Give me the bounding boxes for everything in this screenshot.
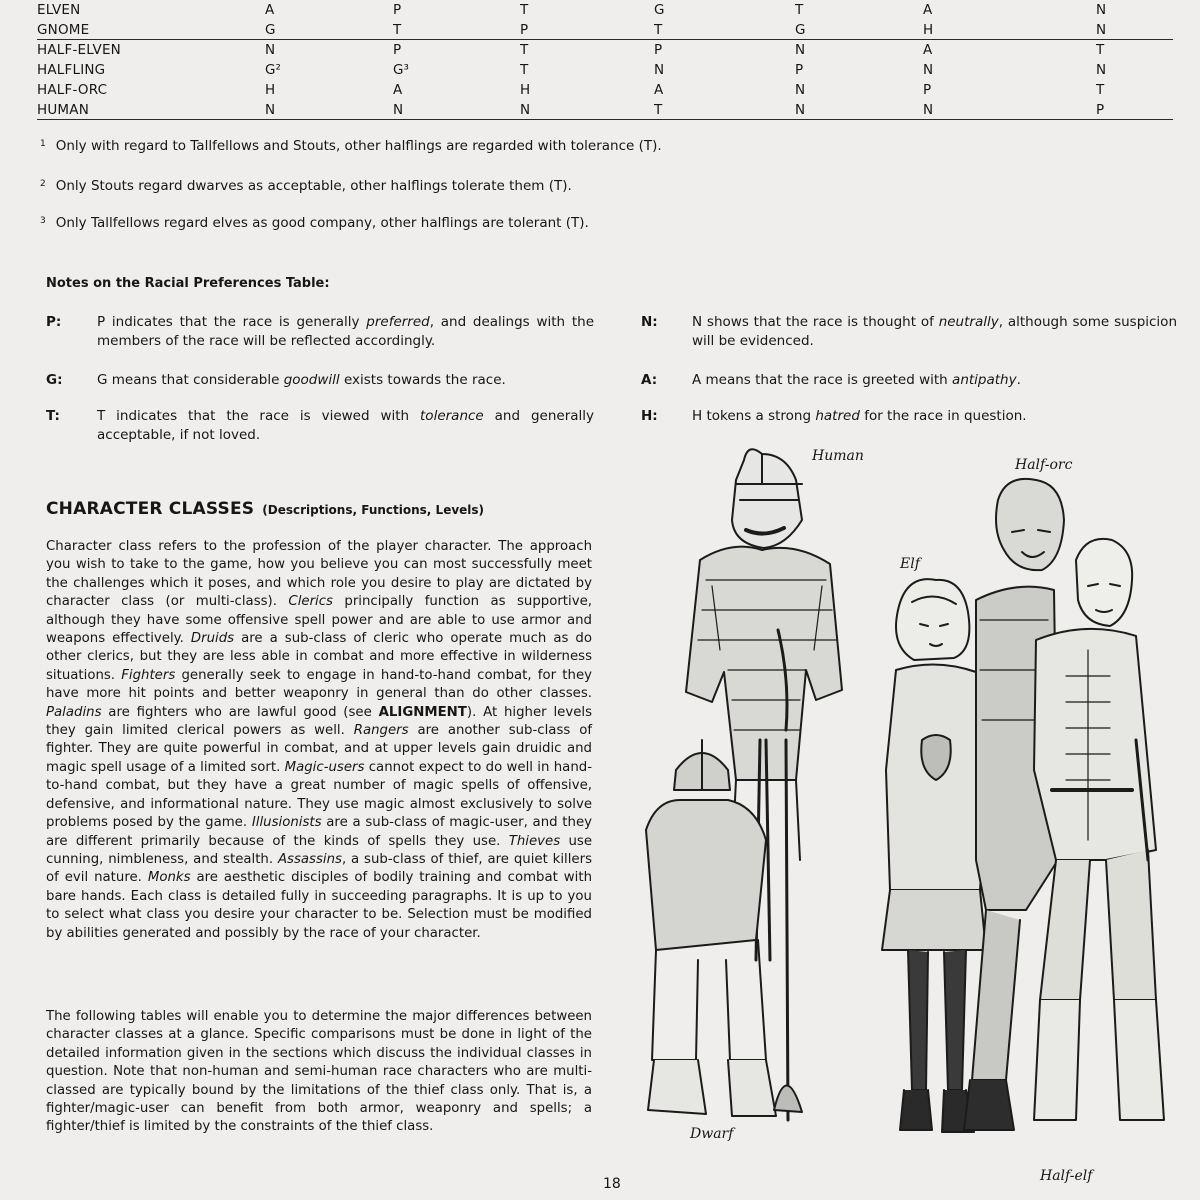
table-cell: T: [393, 22, 402, 38]
paragraph-intro: Character class refers to the profession of the player character. The approach you wish to take to the game, how you believe you can most successfully meet the challenges which it poses, and which role you desire to play are dictated by character class (or multi-class). Clerics principally function as supportive, although they have some offensive spell power and are able to use armor and weapons effectively. Druids are a sub-class of cleric who operate much as do other clerics, but they are less able in combat and more effective in wilderness situations. Fighters generally seek to engage in hand-to-hand combat, for they have more hit points and better weaponry in general than do other classes. Paladins are fighters who are lawful good (see ALIGNMENT). At higher levels they gain limited clerical powers as well. Rangers are another sub-class of fighter. They are quite powerful in combat, and at upper levels gain druidic and magic spell usage of a limited sort. Magic-users cannot expect to do well in hand-to-hand combat, but they have a great number of magic spells of offensive, defensive, and informational nature. They use magic almost exclusively to solve problems posed by the game. Illusionists are a sub-class of magic-user, and they are different primarily because of the kinds of spells they use. Thieves use cunning, nimbleness, and stealth. Assassins, a sub-class of thief, are quiet killers of evil nature. Monks are aesthetic disciples of bodily training and combat with bare hands. Each class is detailed fully in succeeding paragraphs. It is up to you to select what class you desire your character to be. Selection must be modified by abilities generated and possibly by the race of your character.: [46, 539, 593, 941]
footnote: [40, 215, 589, 231]
table-cell: P: [654, 42, 663, 58]
table-cell: N: [393, 102, 404, 118]
table-cell: T: [520, 2, 529, 18]
note-text: A means that the race is greeted with antipathy.: [692, 372, 1021, 388]
table-cell: G²: [265, 62, 281, 78]
table-cell: P: [393, 2, 402, 18]
table-cell: P: [520, 22, 529, 38]
footnote: [40, 178, 572, 194]
note-text: H tokens a strong hatred for the race in question.: [692, 408, 1027, 424]
footnote-text: Only Stouts regard dwarves as acceptable, other halflings tolerate them (T).: [55, 178, 572, 194]
table-cell: A: [923, 2, 933, 18]
table-cell: G: [654, 2, 665, 18]
footnote-text: Only Tallfellows regard elves as good company, other halflings are tolerant (T).: [55, 215, 589, 231]
notes-title: Notes on the Racial Preferences Table:: [46, 276, 330, 291]
table-cell: A: [923, 42, 933, 58]
footnote-mark: 1: [40, 139, 46, 149]
table-cell: N: [520, 102, 531, 118]
table-cell: T: [654, 22, 663, 38]
footnote: [40, 138, 662, 154]
elf-figure: [882, 579, 988, 1132]
note-key: G:: [46, 372, 63, 388]
racial-preferences-table: [37, 0, 1173, 120]
footnote-mark: 3: [40, 216, 46, 226]
table-cell: T: [654, 102, 663, 118]
label-dwarf: Dwarf: [690, 1126, 734, 1142]
race-name: HUMAN: [37, 102, 90, 118]
table-cell: P: [795, 62, 804, 78]
table-cell: P: [923, 82, 932, 98]
table-cell: A: [654, 82, 664, 98]
table-row: [37, 40, 1173, 60]
race-name: HALF-ELVEN: [37, 42, 121, 58]
table-cell: T: [1096, 42, 1105, 58]
note-text: G means that considerable goodwill exists towards the race.: [97, 372, 506, 388]
section-title: CHARACTER CLASSES (Descriptions, Functions, Levels): [46, 499, 485, 519]
paragraph-tables: The following tables will enable you to determine the major differences between character classes at a glance. Specific comparisons must be done in light of the detailed information given in the sections which discuss the individual classes in question. Note that non-human and semi-human race characters who are multi-classed are typically bound by the limitations of the thief class only. That is, a fighter/magic-user can benefit from both armor, weaponry and spells; a fighter/thief is limited by the constraints of the thief class.: [46, 1009, 592, 1135]
table-cell: N: [795, 82, 806, 98]
table-cell: A: [393, 82, 403, 98]
table-row: [37, 100, 1173, 120]
label-human: Human: [812, 448, 864, 464]
table-cell: T: [1096, 82, 1105, 98]
table-cell: N: [654, 62, 665, 78]
table-cell: T: [795, 2, 804, 18]
table-cell: N: [795, 42, 806, 58]
note-key: P:: [46, 314, 62, 330]
note-key: H:: [641, 408, 658, 424]
note-text: N shows that the race is thought of neutrally, although some suspicion will be evidenced.: [692, 314, 1177, 349]
table-row: [37, 80, 1173, 100]
table-row: [37, 20, 1173, 40]
table-cell: N: [1096, 62, 1107, 78]
adventurers-illustration: [636, 440, 1180, 1200]
table-cell: G: [265, 22, 276, 38]
table-cell: N: [265, 102, 276, 118]
note-key: T:: [46, 408, 60, 424]
label-half-elf: Half-elf: [1040, 1168, 1093, 1184]
table-cell: G: [795, 22, 806, 38]
footnote-mark: 2: [40, 179, 46, 189]
race-name: HALF-ORC: [37, 82, 108, 98]
table-cell: T: [520, 42, 529, 58]
race-name: GNOME: [37, 22, 90, 38]
note-key: N:: [641, 314, 658, 330]
table-cell: H: [520, 82, 531, 98]
label-half-orc: Half-orc: [1015, 457, 1073, 473]
table-cell: A: [265, 2, 275, 18]
table-cell: H: [923, 22, 934, 38]
note-key: A:: [641, 372, 658, 388]
race-name: ELVEN: [37, 2, 81, 18]
table-cell: N: [923, 102, 934, 118]
table-cell: G³: [393, 62, 409, 78]
dwarf-figure: [646, 740, 802, 1120]
note-text: P indicates that the race is generally preferred, and dealings with the members of the race will be reflected accordingly.: [97, 314, 595, 349]
section-subtitle: (Descriptions, Functions, Levels): [262, 503, 485, 517]
note-text: T indicates that the race is viewed with tolerance and generally acceptable, if not loved.: [97, 408, 595, 443]
page-number: 18: [603, 1176, 621, 1192]
table-cell: N: [923, 62, 934, 78]
table-row: [37, 60, 1173, 80]
table-cell: H: [265, 82, 276, 98]
table-cell: N: [795, 102, 806, 118]
table-cell: N: [1096, 22, 1107, 38]
table-cell: N: [1096, 2, 1107, 18]
table-cell: P: [393, 42, 402, 58]
table-row: [37, 0, 1173, 20]
label-elf: Elf: [900, 556, 920, 572]
table-cell: T: [520, 62, 529, 78]
table-cell: P: [1096, 102, 1105, 118]
race-name: HALFLING: [37, 62, 106, 78]
table-cell: N: [265, 42, 276, 58]
footnote-text: Only with regard to Tallfellows and Stouts, other halflings are regarded with tolerance (T).: [55, 138, 662, 154]
